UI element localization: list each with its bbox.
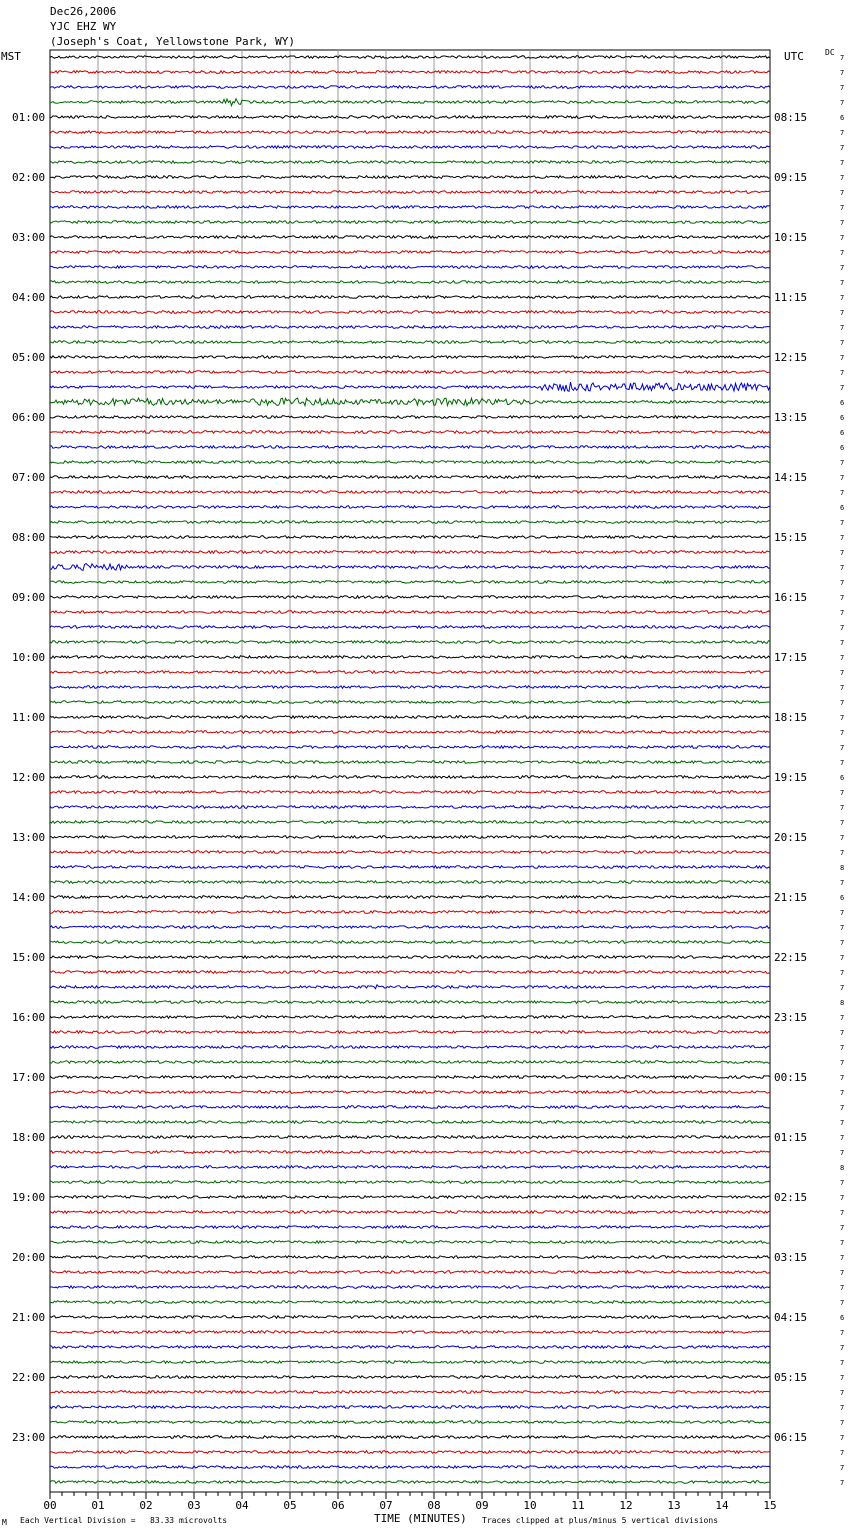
mst-hour-label: 08:00 [12,531,46,544]
dc-offset-value: 7 [840,1149,845,1157]
dc-offset-value: 7 [840,189,845,197]
utc-hour-label: 15:15 [774,531,808,544]
dc-offset-value: 7 [840,729,845,737]
utc-hour-label: 14:15 [774,471,808,484]
dc-offset-value: 7 [840,489,845,497]
dc-offset-value: 7 [840,519,845,527]
dc-offset-value: 7 [840,219,845,227]
mst-hour-label: 01:00 [12,111,46,124]
trace-row-58 [50,911,770,914]
x-tick-label: 15 [763,1499,777,1512]
trace-row-18 [50,311,770,314]
trace-row-36 [50,581,770,584]
dc-offset-value: 7 [840,84,845,92]
trace-row-12 [50,221,770,224]
dc-offset-value: 7 [840,1434,845,1442]
utc-hour-label: 09:15 [774,171,808,184]
mst-hour-label: 20:00 [12,1251,46,1264]
dc-offset-value: 7 [840,534,845,542]
trace-row-28 [50,461,770,464]
dc-offset-value: 8 [840,864,845,872]
dc-offset-value: 7 [840,954,845,962]
trace-row-46 [50,731,770,734]
x-tick-label: 06 [331,1499,345,1512]
utc-hour-label: 04:15 [774,1311,808,1324]
dc-offset-value: 7 [840,699,845,707]
trace-row-34 [50,551,770,554]
utc-hour-label: 10:15 [774,231,808,244]
dc-offset-value: 7 [840,1224,845,1232]
utc-hour-label: 19:15 [774,771,808,784]
dc-offset-value: 7 [840,1359,845,1367]
trace-row-11 [50,206,770,209]
trace-row-24 [50,398,770,406]
dc-offset-value: 7 [840,879,845,887]
trace-row-48 [50,761,770,764]
x-tick-label: 02 [139,1499,153,1512]
trace-row-89 [50,1376,770,1379]
trace-row-78 [50,1211,770,1214]
dc-offset-value: 7 [840,1209,845,1217]
x-tick-label: 13 [667,1499,681,1512]
trace-row-2 [50,71,770,74]
utc-hour-label: 23:15 [774,1011,808,1024]
trace-row-76 [50,1181,770,1184]
dc-offset-value: 7 [840,99,845,107]
trace-row-83 [50,1286,770,1289]
utc-hour-label: 02:15 [774,1191,808,1204]
trace-row-39 [50,626,770,629]
trace-row-14 [50,251,770,254]
mst-hour-label: 15:00 [12,951,46,964]
trace-row-85 [50,1316,770,1319]
trace-row-88 [50,1361,770,1364]
dc-offset-value: 7 [840,564,845,572]
utc-hour-label: 05:15 [774,1371,808,1384]
dc-offset-value: 7 [840,759,845,767]
dc-offset-value: 7 [840,654,845,662]
dc-offset-value: 8 [840,999,845,1007]
trace-row-7 [50,146,770,149]
dc-offset-value: 7 [840,684,845,692]
dc-offset-value: 7 [840,924,845,932]
dc-offset-value: 7 [840,1239,845,1247]
x-tick-label: 09 [475,1499,489,1512]
trace-row-45 [50,716,770,719]
trace-row-30 [50,491,770,494]
dc-offset-value: 7 [840,1089,845,1097]
dc-offset-value: 7 [840,984,845,992]
dc-offset-value: 7 [840,264,845,272]
x-axis-title: TIME (MINUTES) [374,1512,467,1525]
trace-row-22 [50,371,770,374]
trace-row-31 [50,506,770,509]
dc-offset-value: 7 [840,624,845,632]
trace-row-81 [50,1256,770,1259]
trace-row-71 [50,1106,770,1109]
dc-offset-value: 6 [840,399,845,407]
dc-offset-value: 7 [840,1119,845,1127]
utc-hour-label: 18:15 [774,711,808,724]
dc-label: DC [825,48,835,57]
mst-hour-label: 03:00 [12,231,46,244]
dc-offset-value: 7 [840,1389,845,1397]
trace-row-4 [50,99,770,106]
trace-row-93 [50,1436,770,1439]
x-tick-label: 03 [187,1499,201,1512]
dc-offset-value: 7 [840,1284,845,1292]
mst-hour-label: 12:00 [12,771,46,784]
trace-row-26 [50,431,770,434]
x-tick-label: 10 [523,1499,537,1512]
trace-row-53 [50,836,770,839]
dc-offset-value: 6 [840,444,845,452]
utc-hour-label: 11:15 [774,291,808,304]
dc-offset-value: 7 [840,714,845,722]
trace-row-95 [50,1466,770,1469]
mst-hour-label: 16:00 [12,1011,46,1024]
dc-offset-value: 7 [840,1059,845,1067]
trace-row-47 [50,746,770,749]
dc-offset-value: 7 [840,1179,845,1187]
dc-offset-value: 7 [840,804,845,812]
utc-hour-label: 01:15 [774,1131,808,1144]
trace-row-16 [50,281,770,284]
station-code: YJC EHZ WY [50,20,117,33]
dc-offset-value: 7 [840,819,845,827]
trace-row-33 [50,536,770,539]
trace-row-15 [50,266,770,269]
x-tick-label: 11 [571,1499,585,1512]
dc-offset-value: 7 [840,549,845,557]
trace-row-59 [50,926,770,929]
x-tick-label: 04 [235,1499,249,1512]
trace-row-90 [50,1391,770,1394]
x-tick-label: 14 [715,1499,729,1512]
trace-row-19 [50,326,770,329]
dc-offset-value: 6 [840,429,845,437]
utc-hour-label: 13:15 [774,411,808,424]
utc-hour-label: 03:15 [774,1251,808,1264]
trace-row-77 [50,1196,770,1199]
utc-hour-label: 00:15 [774,1071,808,1084]
dc-offset-value: 7 [840,1269,845,1277]
trace-row-55 [50,866,770,869]
dc-offset-value: 7 [840,789,845,797]
trace-row-73 [50,1136,770,1139]
dc-offset-value: 7 [840,939,845,947]
trace-row-43 [50,686,770,689]
trace-row-96 [50,1481,770,1484]
utc-hour-label: 16:15 [774,591,808,604]
dc-offset-value: 7 [840,354,845,362]
dc-offset-value: 7 [840,1329,845,1337]
dc-offset-value: 7 [840,1464,845,1472]
dc-offset-value: 7 [840,639,845,647]
utc-hour-label: 20:15 [774,831,808,844]
mst-hour-label: 23:00 [12,1431,46,1444]
dc-offset-value: 6 [840,774,845,782]
trace-row-37 [50,596,770,599]
mst-hour-label: 21:00 [12,1311,46,1324]
trace-row-79 [50,1226,770,1229]
utc-hour-label: 21:15 [774,891,808,904]
trace-row-69 [50,1076,770,1079]
trace-row-17 [50,296,770,299]
dc-offset-value: 7 [840,1404,845,1412]
x-tick-label: 01 [91,1499,105,1512]
trace-row-9 [50,176,770,179]
dc-offset-value: 7 [840,1254,845,1262]
footer-left-mark: M [2,1518,7,1527]
trace-row-60 [50,941,770,944]
trace-row-67 [50,1046,770,1049]
mst-hour-label: 14:00 [12,891,46,904]
dc-offset-value: 7 [840,1194,845,1202]
mst-hour-label: 06:00 [12,411,46,424]
dc-offset-value: 7 [840,969,845,977]
dc-offset-value: 7 [840,204,845,212]
dc-offset-value: 7 [840,324,845,332]
dc-offset-value: 7 [840,129,845,137]
trace-row-38 [50,611,770,614]
dc-offset-value: 7 [840,849,845,857]
trace-row-74 [50,1151,770,1154]
trace-row-84 [50,1301,770,1304]
trace-row-80 [50,1241,770,1244]
x-tick-label: 12 [619,1499,633,1512]
trace-row-6 [50,131,770,134]
dc-offset-value: 7 [840,1029,845,1037]
trace-row-51 [50,806,770,809]
dc-offset-value: 7 [840,459,845,467]
utc-hour-label: 17:15 [774,651,808,664]
plot-date: Dec26,2006 [50,5,117,18]
clip-note: Traces clipped at plus/minus 5 vertical divisions [482,1516,719,1525]
trace-row-8 [50,161,770,164]
dc-offset-value: 7 [840,249,845,257]
mst-hour-label: 09:00 [12,591,46,604]
utc-hour-label: 06:15 [774,1431,808,1444]
dc-offset-value: 7 [840,1104,845,1112]
dc-offset-value: 7 [840,1299,845,1307]
trace-row-52 [50,821,770,824]
trace-row-13 [50,236,770,239]
dc-offset-value: 7 [840,1449,845,1457]
dc-offset-value: 7 [840,1419,845,1427]
trace-row-56 [50,881,770,884]
trace-row-62 [50,971,770,974]
dc-offset-value: 7 [840,669,845,677]
dc-offset-value: 7 [840,834,845,842]
station-location: (Joseph's Coat, Yellowstone Park, WY) [50,35,296,48]
trace-row-10 [50,191,770,194]
trace-row-66 [50,1031,770,1034]
trace-row-68 [50,1061,770,1064]
dc-offset-value: 7 [840,1479,845,1487]
mst-hour-label: 22:00 [12,1371,46,1384]
trace-row-23 [50,382,770,391]
dc-offset-value: 7 [840,1374,845,1382]
trace-row-35 [50,564,770,571]
trace-row-82 [50,1271,770,1274]
trace-row-41 [50,656,770,659]
trace-row-70 [50,1091,770,1094]
trace-row-72 [50,1121,770,1124]
trace-row-40 [50,641,770,644]
trace-row-92 [50,1421,770,1424]
dc-offset-value: 7 [840,369,845,377]
trace-row-50 [50,791,770,794]
dc-offset-value: 7 [840,144,845,152]
trace-row-49 [50,776,770,779]
dc-offset-value: 7 [840,579,845,587]
dc-offset-value: 6 [840,414,845,422]
dc-offset-value: 7 [840,339,845,347]
trace-row-5 [50,116,770,119]
scale-note: Each Vertical Division = 83.33 microvolts [20,1516,228,1525]
dc-offset-value: 7 [840,1074,845,1082]
dc-offset-value: 7 [840,279,845,287]
x-tick-label: 07 [379,1499,393,1512]
mst-hour-label: 17:00 [12,1071,46,1084]
dc-offset-value: 8 [840,1164,845,1172]
trace-row-29 [50,476,770,479]
mst-hour-label: 11:00 [12,711,46,724]
trace-row-65 [50,1016,770,1019]
dc-offset-value: 6 [840,894,845,902]
trace-row-42 [50,671,770,674]
x-tick-label: 00 [43,1499,57,1512]
dc-offset-value: 7 [840,744,845,752]
trace-row-20 [50,341,770,344]
trace-row-86 [50,1331,770,1334]
dc-offset-value: 7 [840,384,845,392]
trace-row-32 [50,521,770,524]
dc-offset-value: 7 [840,159,845,167]
trace-row-1 [50,56,770,59]
mst-hour-label: 05:00 [12,351,46,364]
dc-offset-value: 7 [840,174,845,182]
mst-hour-label: 18:00 [12,1131,46,1144]
utc-hour-label: 12:15 [774,351,808,364]
trace-row-94 [50,1451,770,1454]
trace-row-25 [50,416,770,419]
dc-offset-value: 7 [840,1014,845,1022]
trace-row-61 [50,956,770,959]
dc-offset-value: 7 [840,1344,845,1352]
dc-offset-value: 7 [840,474,845,482]
trace-row-91 [50,1406,770,1409]
mst-hour-label: 02:00 [12,171,46,184]
mst-hour-label: 07:00 [12,471,46,484]
trace-row-27 [50,446,770,449]
dc-offset-value: 6 [840,1314,845,1322]
mst-hour-label: 19:00 [12,1191,46,1204]
dc-offset-value: 7 [840,609,845,617]
trace-row-44 [50,701,770,704]
left-zone-label: MST [1,50,21,63]
mst-hour-label: 10:00 [12,651,46,664]
mst-hour-label: 13:00 [12,831,46,844]
dc-offset-value: 7 [840,309,845,317]
dc-offset-value: 7 [840,69,845,77]
dc-offset-value: 6 [840,114,845,122]
dc-offset-value: 7 [840,234,845,242]
x-tick-label: 05 [283,1499,297,1512]
dc-offset-value: 7 [840,909,845,917]
dc-offset-value: 7 [840,1134,845,1142]
trace-row-87 [50,1346,770,1349]
utc-hour-label: 08:15 [774,111,808,124]
dc-offset-value: 7 [840,1044,845,1052]
right-zone-label: UTC [784,50,804,63]
dc-offset-value: 7 [840,594,845,602]
dc-offset-value: 6 [840,504,845,512]
trace-row-57 [50,896,770,899]
utc-hour-label: 22:15 [774,951,808,964]
mst-hour-label: 04:00 [12,291,46,304]
trace-row-21 [50,356,770,359]
trace-row-3 [50,86,770,89]
dc-offset-value: 7 [840,54,845,62]
trace-row-54 [50,851,770,854]
trace-row-63 [50,985,770,989]
trace-row-64 [50,1001,770,1004]
trace-row-75 [50,1166,770,1169]
x-tick-label: 08 [427,1499,441,1512]
dc-offset-value: 7 [840,294,845,302]
